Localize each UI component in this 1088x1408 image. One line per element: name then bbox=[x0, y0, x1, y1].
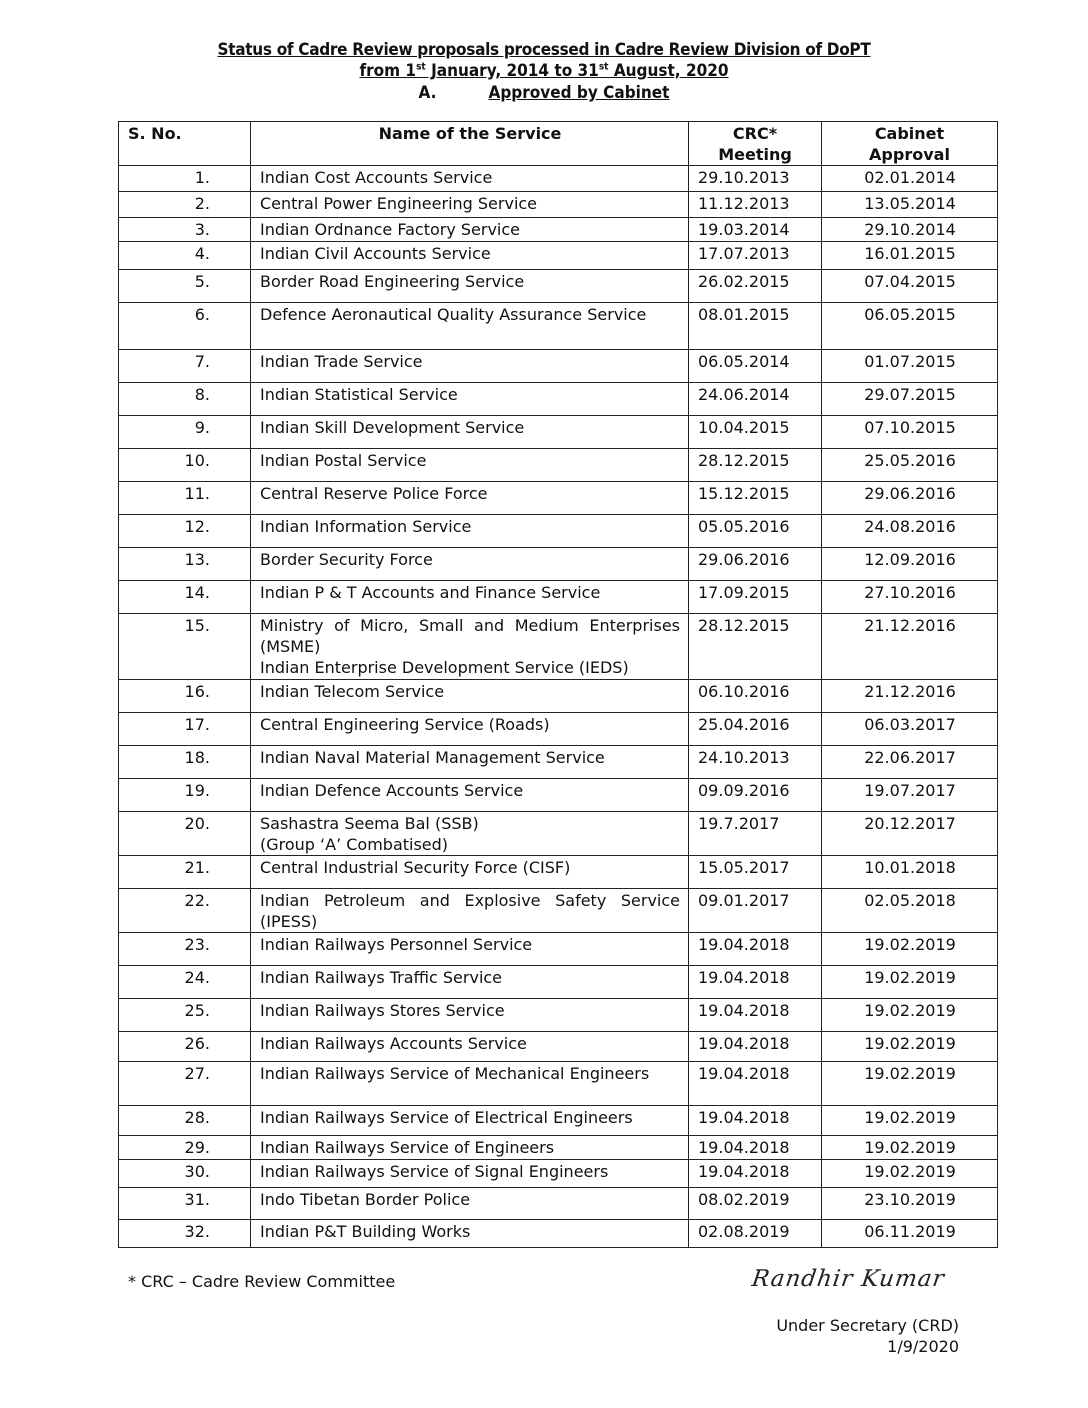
table-header-row bbox=[119, 122, 998, 166]
service-name-line: Border Security Force bbox=[260, 550, 433, 569]
table-row bbox=[119, 383, 998, 416]
service-name bbox=[251, 166, 689, 192]
crc-meeting-date: 09.09.2016 bbox=[689, 779, 822, 812]
service-name-line: Defence Aeronautical Quality Assurance Service bbox=[260, 305, 647, 324]
cabinet-approval-date: 29.07.2015 bbox=[822, 383, 998, 416]
service-name bbox=[251, 515, 689, 548]
cabinet-approval-date: 29.06.2016 bbox=[822, 482, 998, 515]
crc-meeting-date: 15.05.2017 bbox=[689, 856, 822, 889]
service-name-line: Indian P & T Accounts and Finance Service bbox=[260, 583, 601, 602]
serial-number: 9. bbox=[119, 416, 251, 449]
serial-number: 23. bbox=[119, 933, 251, 966]
cabinet-approval-date: 10.01.2018 bbox=[822, 856, 998, 889]
table-row bbox=[119, 933, 998, 966]
table-row bbox=[119, 999, 998, 1032]
signature-date: 1/9/2020 bbox=[887, 1337, 959, 1356]
crc-meeting-date: 05.05.2016 bbox=[689, 515, 822, 548]
serial-number: 21. bbox=[119, 856, 251, 889]
service-name-line: Indian Railways Personnel Service bbox=[260, 935, 533, 954]
cabinet-approval-date: 19.02.2019 bbox=[822, 1136, 998, 1160]
cabinet-approval-date: 13.05.2014 bbox=[822, 192, 998, 218]
cabinet-approval-date: 02.01.2014 bbox=[822, 166, 998, 192]
serial-number: 6. bbox=[119, 303, 251, 350]
service-name-line: Indo Tibetan Border Police bbox=[260, 1190, 471, 1209]
document-title: Status of Cadre Review proposals processed in Cadre Review Division of DoPT bbox=[217, 40, 871, 60]
section-heading bbox=[0, 83, 1088, 103]
cabinet-approval-date: 20.12.2017 bbox=[822, 812, 998, 856]
crc-meeting-date: 08.02.2019 bbox=[689, 1188, 822, 1220]
serial-number: 30. bbox=[119, 1160, 251, 1188]
service-name-line: Indian Railways Service of Mechanical Engineers bbox=[260, 1064, 650, 1083]
service-name bbox=[251, 1136, 689, 1160]
service-name bbox=[251, 812, 689, 856]
cabinet-approval-date: 06.05.2015 bbox=[822, 303, 998, 350]
crc-meeting-date: 17.07.2013 bbox=[689, 242, 822, 270]
service-name bbox=[251, 614, 689, 680]
crc-meeting-date: 19.04.2018 bbox=[689, 966, 822, 999]
serial-number: 20. bbox=[119, 812, 251, 856]
service-name-line: Indian Ordnance Factory Service bbox=[260, 220, 521, 239]
crc-meeting-date: 19.03.2014 bbox=[689, 218, 822, 242]
table-row bbox=[119, 303, 998, 350]
cabinet-approval-date: 06.03.2017 bbox=[822, 713, 998, 746]
service-name bbox=[251, 779, 689, 812]
crc-meeting-date: 24.10.2013 bbox=[689, 746, 822, 779]
serial-number: 26. bbox=[119, 1032, 251, 1062]
serial-number: 24. bbox=[119, 966, 251, 999]
cabinet-approval-date: 06.11.2019 bbox=[822, 1220, 998, 1248]
service-name bbox=[251, 303, 689, 350]
cabinet-approval-date: 02.05.2018 bbox=[822, 889, 998, 933]
cabinet-approval-date: 27.10.2016 bbox=[822, 581, 998, 614]
serial-number: 2. bbox=[119, 192, 251, 218]
service-name-line: Indian Cost Accounts Service bbox=[260, 168, 493, 187]
signature: Randhir Kumar bbox=[750, 1266, 947, 1292]
service-name bbox=[251, 1032, 689, 1062]
service-name-line: Indian Trade Service bbox=[260, 352, 423, 371]
column-header-cabinet: Cabinet Approval bbox=[822, 122, 998, 166]
crc-meeting-date: 08.01.2015 bbox=[689, 303, 822, 350]
serial-number: 4. bbox=[119, 242, 251, 270]
cabinet-approval-date: 19.02.2019 bbox=[822, 933, 998, 966]
service-name bbox=[251, 1220, 689, 1248]
crc-meeting-date: 06.05.2014 bbox=[689, 350, 822, 383]
service-name-line: Ministry of Micro, Small and Medium Enterprises (MSME) bbox=[260, 616, 680, 656]
table-row bbox=[119, 1160, 998, 1188]
serial-number: 5. bbox=[119, 270, 251, 303]
table-row bbox=[119, 449, 998, 482]
table-row bbox=[119, 242, 998, 270]
table-row bbox=[119, 1136, 998, 1160]
service-name-line: Indian Statistical Service bbox=[260, 385, 458, 404]
service-name-line: Indian Information Service bbox=[260, 517, 472, 536]
crc-meeting-date: 11.12.2013 bbox=[689, 192, 822, 218]
cabinet-approval-date: 16.01.2015 bbox=[822, 242, 998, 270]
service-name-line: Indian Railways Traffic Service bbox=[260, 968, 503, 987]
cabinet-approval-date: 19.02.2019 bbox=[822, 999, 998, 1032]
cabinet-approval-date: 07.10.2015 bbox=[822, 416, 998, 449]
crc-meeting-date: 19.04.2018 bbox=[689, 933, 822, 966]
crc-meeting-date: 26.02.2015 bbox=[689, 270, 822, 303]
cabinet-approval-date: 21.12.2016 bbox=[822, 680, 998, 713]
crc-meeting-date: 29.06.2016 bbox=[689, 548, 822, 581]
crc-meeting-date: 19.04.2018 bbox=[689, 1062, 822, 1106]
crc-meeting-date: 19.04.2018 bbox=[689, 999, 822, 1032]
serial-number: 27. bbox=[119, 1062, 251, 1106]
serial-number: 18. bbox=[119, 746, 251, 779]
service-name bbox=[251, 581, 689, 614]
table-row bbox=[119, 966, 998, 999]
footnote: * CRC – Cadre Review Committee bbox=[128, 1272, 396, 1291]
service-name bbox=[251, 1106, 689, 1136]
crc-meeting-date: 28.12.2015 bbox=[689, 449, 822, 482]
serial-number: 17. bbox=[119, 713, 251, 746]
cabinet-approval-date: 19.02.2019 bbox=[822, 1160, 998, 1188]
serial-number: 12. bbox=[119, 515, 251, 548]
cabinet-approval-date: 19.02.2019 bbox=[822, 1032, 998, 1062]
column-header-sno: S. No. bbox=[119, 122, 251, 166]
serial-number: 3. bbox=[119, 218, 251, 242]
table-row bbox=[119, 856, 998, 889]
service-name-line-2: (Group ‘A’ Combatised) bbox=[260, 835, 449, 854]
serial-number: 16. bbox=[119, 680, 251, 713]
cabinet-approval-date: 19.02.2019 bbox=[822, 1062, 998, 1106]
serial-number: 1. bbox=[119, 166, 251, 192]
service-name bbox=[251, 966, 689, 999]
table-row bbox=[119, 1032, 998, 1062]
table-row bbox=[119, 515, 998, 548]
table-row bbox=[119, 482, 998, 515]
service-name-line: Border Road Engineering Service bbox=[260, 272, 525, 291]
cabinet-approval-date: 19.02.2019 bbox=[822, 1106, 998, 1136]
service-name-line: Indian Naval Material Management Service bbox=[260, 748, 605, 767]
crc-meeting-date: 19.04.2018 bbox=[689, 1106, 822, 1136]
table-row bbox=[119, 416, 998, 449]
cadre-review-table bbox=[118, 121, 998, 1248]
service-name bbox=[251, 242, 689, 270]
table-row bbox=[119, 614, 998, 680]
table-row bbox=[119, 1188, 998, 1220]
serial-number: 25. bbox=[119, 999, 251, 1032]
service-name bbox=[251, 383, 689, 416]
crc-meeting-date: 29.10.2013 bbox=[689, 166, 822, 192]
service-name bbox=[251, 1062, 689, 1106]
service-name bbox=[251, 416, 689, 449]
service-name bbox=[251, 218, 689, 242]
serial-number: 22. bbox=[119, 889, 251, 933]
table-row bbox=[119, 192, 998, 218]
table-row bbox=[119, 218, 998, 242]
serial-number: 11. bbox=[119, 482, 251, 515]
service-name-line: Indian Petroleum and Explosive Safety Service (IPESS) bbox=[260, 891, 680, 931]
serial-number: 29. bbox=[119, 1136, 251, 1160]
service-name bbox=[251, 680, 689, 713]
table-row bbox=[119, 1062, 998, 1106]
table-row bbox=[119, 270, 998, 303]
serial-number: 28. bbox=[119, 1106, 251, 1136]
table-row bbox=[119, 581, 998, 614]
service-name-line: Central Power Engineering Service bbox=[260, 194, 538, 213]
crc-meeting-date: 19.04.2018 bbox=[689, 1032, 822, 1062]
cabinet-approval-date: 24.08.2016 bbox=[822, 515, 998, 548]
service-name-line: Indian Railways Service of Electrical Engineers bbox=[260, 1108, 633, 1127]
crc-meeting-date: 06.10.2016 bbox=[689, 680, 822, 713]
cabinet-approval-date: 19.07.2017 bbox=[822, 779, 998, 812]
table-row bbox=[119, 350, 998, 383]
document-subtitle: from 1st January, 2014 to 31st August, 2020 bbox=[359, 61, 729, 81]
crc-meeting-date: 17.09.2015 bbox=[689, 581, 822, 614]
service-name bbox=[251, 192, 689, 218]
table-row bbox=[119, 746, 998, 779]
crc-meeting-date: 28.12.2015 bbox=[689, 614, 822, 680]
service-name-line: Indian Civil Accounts Service bbox=[260, 244, 491, 263]
table-row bbox=[119, 889, 998, 933]
service-name bbox=[251, 999, 689, 1032]
service-name bbox=[251, 746, 689, 779]
service-name-line: Indian Railways Service of Signal Engineers bbox=[260, 1162, 609, 1181]
crc-meeting-date: 25.04.2016 bbox=[689, 713, 822, 746]
serial-number: 15. bbox=[119, 614, 251, 680]
crc-meeting-date: 15.12.2015 bbox=[689, 482, 822, 515]
service-name-line: Indian Railways Accounts Service bbox=[260, 1034, 527, 1053]
section-title: Approved by Cabinet bbox=[488, 83, 670, 103]
cabinet-approval-date: 29.10.2014 bbox=[822, 218, 998, 242]
table-row bbox=[119, 1106, 998, 1136]
crc-meeting-date: 19.04.2018 bbox=[689, 1160, 822, 1188]
table-row bbox=[119, 779, 998, 812]
serial-number: 13. bbox=[119, 548, 251, 581]
cabinet-approval-date: 21.12.2016 bbox=[822, 614, 998, 680]
service-name bbox=[251, 889, 689, 933]
serial-number: 31. bbox=[119, 1188, 251, 1220]
service-name bbox=[251, 449, 689, 482]
cabinet-approval-date: 12.09.2016 bbox=[822, 548, 998, 581]
service-name-line: Central Reserve Police Force bbox=[260, 484, 488, 503]
service-name-line: Central Engineering Service (Roads) bbox=[260, 715, 550, 734]
crc-meeting-date: 19.7.2017 bbox=[689, 812, 822, 856]
service-name bbox=[251, 1188, 689, 1220]
service-name-line: Indian Skill Development Service bbox=[260, 418, 525, 437]
service-name bbox=[251, 350, 689, 383]
cabinet-approval-date: 07.04.2015 bbox=[822, 270, 998, 303]
service-name-line: Indian Postal Service bbox=[260, 451, 427, 470]
service-name-line: Indian P&T Building Works bbox=[260, 1222, 471, 1241]
service-name-line: Sashastra Seema Bal (SSB) bbox=[260, 814, 479, 833]
cabinet-approval-date: 01.07.2015 bbox=[822, 350, 998, 383]
service-name bbox=[251, 548, 689, 581]
column-header-name: Name of the Service bbox=[251, 122, 689, 166]
cabinet-approval-date: 22.06.2017 bbox=[822, 746, 998, 779]
crc-meeting-date: 09.01.2017 bbox=[689, 889, 822, 933]
crc-meeting-date: 19.04.2018 bbox=[689, 1136, 822, 1160]
service-name bbox=[251, 1160, 689, 1188]
serial-number: 14. bbox=[119, 581, 251, 614]
service-name-line: Indian Railways Stores Service bbox=[260, 1001, 505, 1020]
table-row bbox=[119, 713, 998, 746]
table-row bbox=[119, 548, 998, 581]
section-label: A. bbox=[418, 83, 437, 103]
serial-number: 7. bbox=[119, 350, 251, 383]
table-row bbox=[119, 166, 998, 192]
table-row bbox=[119, 1220, 998, 1248]
crc-meeting-date: 02.08.2019 bbox=[689, 1220, 822, 1248]
cabinet-approval-date: 25.05.2016 bbox=[822, 449, 998, 482]
crc-meeting-date: 10.04.2015 bbox=[689, 416, 822, 449]
designation: Under Secretary (CRD) bbox=[776, 1316, 959, 1335]
service-name bbox=[251, 713, 689, 746]
table-row bbox=[119, 680, 998, 713]
column-header-crc: CRC* Meeting bbox=[689, 122, 822, 166]
service-name bbox=[251, 482, 689, 515]
serial-number: 8. bbox=[119, 383, 251, 416]
table-row bbox=[119, 812, 998, 856]
service-name-line: Indian Defence Accounts Service bbox=[260, 781, 524, 800]
service-name-line-2: Indian Enterprise Development Service (IEDS) bbox=[260, 658, 629, 677]
serial-number: 10. bbox=[119, 449, 251, 482]
crc-meeting-date: 24.06.2014 bbox=[689, 383, 822, 416]
service-name bbox=[251, 270, 689, 303]
cabinet-approval-date: 19.02.2019 bbox=[822, 966, 998, 999]
service-name-line: Indian Railways Service of Engineers bbox=[260, 1138, 555, 1157]
serial-number: 19. bbox=[119, 779, 251, 812]
service-name-line: Indian Telecom Service bbox=[260, 682, 445, 701]
service-name-line: Central Industrial Security Force (CISF) bbox=[260, 858, 571, 877]
service-name bbox=[251, 856, 689, 889]
serial-number: 32. bbox=[119, 1220, 251, 1248]
cabinet-approval-date: 23.10.2019 bbox=[822, 1188, 998, 1220]
service-name bbox=[251, 933, 689, 966]
